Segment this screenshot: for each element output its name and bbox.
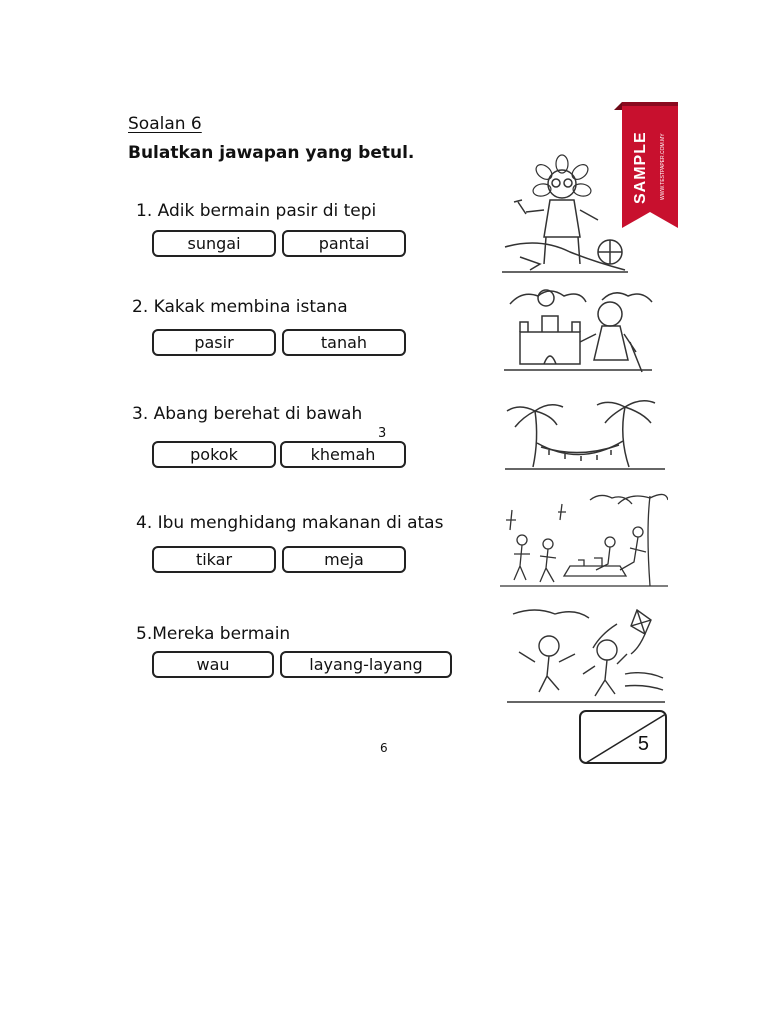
question-3: 3. Abang berehat di bawah [132,404,363,424]
sandcastle-illustration [502,282,654,376]
watermark-url: WWW.TESTPAPER.COM.MY [660,133,666,200]
page-number: 6 [380,741,388,755]
score-divider [581,712,667,764]
option-pokok[interactable]: pokok [152,441,276,468]
picnic-illustration [500,490,668,592]
watermark-label: SAMPLE [632,131,649,204]
option-layang-layang[interactable]: layang-layang [280,651,452,678]
score-box [579,710,667,764]
question-1: 1. Adik bermain pasir di tepi [136,201,377,221]
worksheet-heading: Soalan 6 [128,114,202,134]
option-pantai[interactable]: pantai [282,230,406,257]
question-5: 5.Mereka bermain [136,624,291,644]
kites-illustration [505,604,667,708]
sample-watermark [608,100,688,240]
option-pasir[interactable]: pasir [152,329,276,356]
hammock-illustration [505,393,665,473]
option-khemah[interactable]: khemah [280,441,406,468]
option-wau[interactable]: wau [152,651,274,678]
instruction-text: Bulatkan jawapan yang betul. [128,143,415,163]
option-tikar[interactable]: tikar [152,546,276,573]
question-2: 2. Kakak membina istana [132,297,348,317]
stray-mark: 3 [378,426,387,441]
option-tanah[interactable]: tanah [282,329,406,356]
score-total: 5 [637,733,649,755]
option-meja[interactable]: meja [282,546,406,573]
question-4: 4. Ibu menghidang makanan di atas [136,513,444,533]
option-sungai[interactable]: sungai [152,230,276,257]
